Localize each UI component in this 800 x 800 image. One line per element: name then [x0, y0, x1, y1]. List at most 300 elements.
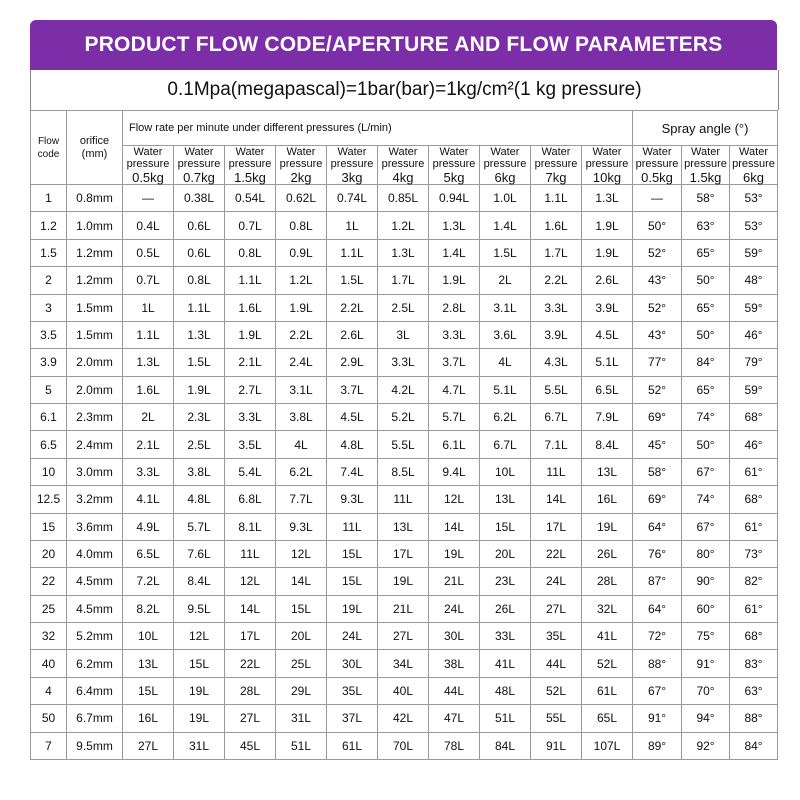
table-body — [31, 185, 778, 760]
flow-pressure-header — [225, 146, 276, 185]
flow-rate-cell: 6.1L — [429, 431, 480, 458]
spray-angle-cell: 73° — [730, 540, 778, 567]
flow-rate-cell: 3.9L — [582, 294, 633, 321]
flow-rate-cell: 4.1L — [123, 486, 174, 513]
flow-rate-cell: 31L — [174, 732, 225, 760]
flow-rate-cell: 3.3L — [378, 349, 429, 376]
pressure-header-row — [31, 146, 778, 185]
flow-rate-cell: 24L — [429, 595, 480, 622]
flow-rate-cell: 23L — [480, 568, 531, 595]
flow-rate-cell: 11L — [531, 458, 582, 485]
flow-rate-cell: 33L — [480, 623, 531, 650]
flow-code-cell: 1.2 — [31, 212, 67, 239]
spray-pressure-header — [730, 146, 778, 185]
flow-rate-cell: 0.4L — [123, 212, 174, 239]
flow-code-cell: 6.1 — [31, 404, 67, 431]
flow-rate-cell: 3.1L — [480, 294, 531, 321]
orifice-cell: 9.5mm — [67, 732, 123, 760]
flow-rate-cell: 5.7L — [429, 404, 480, 431]
flow-rate-cell: 15L — [123, 677, 174, 704]
orifice-header: orifice (mm) — [67, 111, 123, 185]
flow-rate-cell: 1.1L — [327, 239, 378, 266]
pressure-value: 0.5kg — [641, 170, 673, 185]
spray-angle-cell: 52° — [633, 239, 682, 266]
flow-rate-cell: 6.8L — [225, 486, 276, 513]
flow-code-cell: 3.5 — [31, 321, 67, 348]
spray-angle-cell: 50° — [633, 212, 682, 239]
spray-angle-cell: 76° — [633, 540, 682, 567]
orifice-cell: 3.2mm — [67, 486, 123, 513]
flow-rate-cell: 1.1L — [531, 185, 582, 212]
table-row — [31, 595, 778, 622]
flow-rate-cell: 5.7L — [174, 513, 225, 540]
flow-rate-cell: 11L — [378, 486, 429, 513]
spray-pressure-header — [633, 146, 682, 185]
flow-rate-cell: 1.3L — [429, 212, 480, 239]
flow-rate-cell: 47L — [429, 705, 480, 732]
flow-rate-cell: 5.2L — [378, 404, 429, 431]
flow-rate-cell: 14L — [225, 595, 276, 622]
flow-rate-cell: 8.5L — [378, 458, 429, 485]
flow-rate-cell: 0.85L — [378, 185, 429, 212]
flow-rate-cell: 7.2L — [123, 568, 174, 595]
flow-rate-cell: 4.9L — [123, 513, 174, 540]
spray-angle-cell: 48° — [730, 267, 778, 294]
flow-rate-cell: 2.2L — [276, 321, 327, 348]
spray-angle-cell: 63° — [682, 212, 730, 239]
flow-rate-cell: 14L — [429, 513, 480, 540]
flow-rate-cell: 15L — [174, 650, 225, 677]
flow-rate-cell: 7.6L — [174, 540, 225, 567]
flow-rate-cell: 1.2L — [276, 267, 327, 294]
spray-angle-cell: 61° — [730, 595, 778, 622]
table-row — [31, 376, 778, 403]
spray-angle-cell: 89° — [633, 732, 682, 760]
flow-rate-cell: 27L — [531, 595, 582, 622]
table-row — [31, 404, 778, 431]
flow-rate-cell: 84L — [480, 732, 531, 760]
table-row — [31, 568, 778, 595]
flow-rate-cell: 0.38L — [174, 185, 225, 212]
flow-rate-cell: 41L — [480, 650, 531, 677]
spray-angle-cell: 65° — [682, 294, 730, 321]
flow-code-cell: 22 — [31, 568, 67, 595]
pressure-value: 2kg — [290, 170, 312, 185]
table-row — [31, 540, 778, 567]
flow-code-header: Flow code — [31, 111, 67, 185]
spray-angle-cell: 58° — [633, 458, 682, 485]
flow-rate-cell: 21L — [378, 595, 429, 622]
pressure-conversion-note: 0.1Mpa(megapascal)=1bar(bar)=1kg/cm²(1 kg pressure) — [30, 70, 779, 110]
flow-rate-cell: 2.2L — [531, 267, 582, 294]
flow-rate-cell: 24L — [327, 623, 378, 650]
table-row — [31, 239, 778, 266]
flow-rate-cell: 25L — [276, 650, 327, 677]
spray-angle-cell: 87° — [633, 568, 682, 595]
flow-rate-cell: 22L — [225, 650, 276, 677]
flow-pressure-header — [378, 146, 429, 185]
spray-angle-cell: 88° — [633, 650, 682, 677]
flow-rate-cell: 0.8L — [225, 239, 276, 266]
flow-rate-cell: 3.3L — [225, 404, 276, 431]
spray-angle-cell: 70° — [682, 677, 730, 704]
flow-rate-cell: 15L — [327, 568, 378, 595]
spray-angle-cell: 61° — [730, 458, 778, 485]
flow-rate-cell: 1L — [123, 294, 174, 321]
flow-rate-cell: 3.7L — [327, 376, 378, 403]
pressure-label: Water pressure — [177, 146, 221, 170]
pressure-value: 3kg — [341, 170, 363, 185]
flow-rate-cell: 1.9L — [582, 212, 633, 239]
orifice-cell: 0.8mm — [67, 185, 123, 212]
flow-rate-cell: 1.6L — [225, 294, 276, 321]
flow-rate-cell: 78L — [429, 732, 480, 760]
flow-rate-cell: 0.6L — [174, 239, 225, 266]
flow-rate-cell: 5.4L — [225, 458, 276, 485]
spray-angle-cell: 43° — [633, 321, 682, 348]
spray-angle-cell: 64° — [633, 595, 682, 622]
table-row — [31, 623, 778, 650]
flow-rate-cell: 8.4L — [174, 568, 225, 595]
flow-rate-cell: 1.4L — [480, 212, 531, 239]
flow-code-cell: 5 — [31, 376, 67, 403]
flow-rate-cell: 12L — [174, 623, 225, 650]
flow-rate-cell: 37L — [327, 705, 378, 732]
flow-code-cell: 6.5 — [31, 431, 67, 458]
flow-rate-cell: 32L — [582, 595, 633, 622]
flow-rate-cell: 1.5L — [327, 267, 378, 294]
flow-rate-cell: 11L — [225, 540, 276, 567]
flow-rate-cell: 0.54L — [225, 185, 276, 212]
flow-rate-cell: 1.7L — [378, 267, 429, 294]
spray-angle-cell: 59° — [730, 239, 778, 266]
flow-rate-cell: 1.3L — [174, 321, 225, 348]
flow-rate-cell: 15L — [276, 595, 327, 622]
spray-angle-cell: 45° — [633, 431, 682, 458]
flow-rate-cell: 1.2L — [378, 212, 429, 239]
flow-rate-cell: 61L — [327, 732, 378, 760]
flow-code-cell: 15 — [31, 513, 67, 540]
spray-angle-cell: 91° — [682, 650, 730, 677]
pressure-label: Water pressure — [330, 146, 374, 170]
flow-rate-cell: 2.7L — [225, 376, 276, 403]
flow-rate-cell: 5.1L — [480, 376, 531, 403]
orifice-cell: 2.4mm — [67, 431, 123, 458]
pressure-value: 0.7kg — [183, 170, 215, 185]
flow-rate-cell: 2.3L — [174, 404, 225, 431]
pressure-label: Water pressure — [228, 146, 272, 170]
flow-rate-cell: 6.2L — [276, 458, 327, 485]
flow-rate-cell: 45L — [225, 732, 276, 760]
flow-rate-cell: 40L — [378, 677, 429, 704]
flow-code-cell: 10 — [31, 458, 67, 485]
pressure-value: 10kg — [592, 170, 622, 185]
flow-rate-cell: 9.5L — [174, 595, 225, 622]
spray-angle-cell: 69° — [633, 404, 682, 431]
flow-rate-cell: 2.2L — [327, 294, 378, 321]
flow-rate-cell: 7.7L — [276, 486, 327, 513]
flow-rate-cell: 3.5L — [225, 431, 276, 458]
flow-rate-cell: 41L — [582, 623, 633, 650]
flow-rate-cell: 14L — [276, 568, 327, 595]
flow-pressure-header — [429, 146, 480, 185]
spray-angle-cell: 43° — [633, 267, 682, 294]
flow-rate-cell: 3.1L — [276, 376, 327, 403]
flow-rate-cell: 12L — [429, 486, 480, 513]
table-row — [31, 212, 778, 239]
flow-rate-cell: 27L — [378, 623, 429, 650]
pressure-value: 4kg — [392, 170, 414, 185]
flow-code-cell: 4 — [31, 677, 67, 704]
flow-rate-cell: 26L — [480, 595, 531, 622]
flow-rate-cell: 0.74L — [327, 185, 378, 212]
flow-rate-cell: 1.6L — [123, 376, 174, 403]
flow-rate-cell: 22L — [531, 540, 582, 567]
flow-rate-cell: 1.5L — [174, 349, 225, 376]
flow-rate-cell: 5.5L — [378, 431, 429, 458]
pressure-value: 5kg — [443, 170, 465, 185]
spray-angle-cell: 46° — [730, 431, 778, 458]
flow-rate-cell: 16L — [123, 705, 174, 732]
flow-rate-cell: 9.4L — [429, 458, 480, 485]
page-title: PRODUCT FLOW CODE/APERTURE AND FLOW PARAMETERS — [30, 20, 777, 70]
flow-rate-cell: 70L — [378, 732, 429, 760]
pressure-value: 6kg — [494, 170, 516, 185]
flow-rate-group-header: Flow rate per minute under different pressures (L/min) — [123, 111, 633, 146]
flow-pressure-header — [276, 146, 327, 185]
spray-angle-group-header: Spray angle (°) — [633, 111, 778, 146]
flow-rate-cell: 0.5L — [123, 239, 174, 266]
spray-angle-cell: 64° — [633, 513, 682, 540]
pressure-value: 0.5kg — [132, 170, 164, 185]
flow-rate-cell: 6.5L — [123, 540, 174, 567]
flow-rate-cell: 4.7L — [429, 376, 480, 403]
pressure-label: Water pressure — [684, 146, 727, 170]
flow-rate-cell: 2.4L — [276, 349, 327, 376]
spray-angle-cell: 88° — [730, 705, 778, 732]
pressure-value: 1.5kg — [234, 170, 266, 185]
flow-rate-cell: 4.8L — [174, 486, 225, 513]
spray-angle-cell: 84° — [730, 732, 778, 760]
table-row — [31, 267, 778, 294]
flow-rate-cell: 19L — [378, 568, 429, 595]
flow-rate-cell: 19L — [327, 595, 378, 622]
flow-rate-cell: 1.7L — [531, 239, 582, 266]
spray-angle-cell: 69° — [633, 486, 682, 513]
orifice-cell: 4.5mm — [67, 595, 123, 622]
spray-angle-cell: 68° — [730, 486, 778, 513]
pressure-value: 7kg — [545, 170, 567, 185]
flow-rate-cell: 1.3L — [378, 239, 429, 266]
flow-rate-cell: 4.5L — [327, 404, 378, 431]
flow-rate-cell: 2.5L — [378, 294, 429, 321]
spray-angle-cell: 79° — [730, 349, 778, 376]
flow-rate-cell: 13L — [480, 486, 531, 513]
flow-rate-cell: 1.9L — [276, 294, 327, 321]
pressure-label: Water pressure — [732, 146, 775, 170]
flow-rate-cell: 30L — [327, 650, 378, 677]
spray-angle-cell: 80° — [682, 540, 730, 567]
flow-rate-cell: 5.1L — [582, 349, 633, 376]
flow-rate-cell: 51L — [276, 732, 327, 760]
pressure-label: Water pressure — [635, 146, 679, 170]
flow-code-cell: 20 — [31, 540, 67, 567]
flow-code-cell: 50 — [31, 705, 67, 732]
flow-rate-cell: 17L — [378, 540, 429, 567]
flow-rate-cell: 27L — [123, 732, 174, 760]
spray-angle-cell: 74° — [682, 404, 730, 431]
flow-rate-cell: 1.1L — [123, 321, 174, 348]
flow-rate-cell: 1.0L — [480, 185, 531, 212]
flow-rate-cell: 17L — [225, 623, 276, 650]
flow-rate-cell: 61L — [582, 677, 633, 704]
flow-rate-cell: 4.5L — [582, 321, 633, 348]
flow-rate-cell: 0.8L — [174, 267, 225, 294]
table-row — [31, 185, 778, 212]
spray-angle-cell: 53° — [730, 212, 778, 239]
flow-rate-cell: 2.1L — [123, 431, 174, 458]
flow-rate-cell: 2.5L — [174, 431, 225, 458]
orifice-cell: 3.0mm — [67, 458, 123, 485]
pressure-value: 6kg — [743, 170, 764, 185]
spray-angle-cell: 75° — [682, 623, 730, 650]
table-row — [31, 321, 778, 348]
orifice-cell: 1.0mm — [67, 212, 123, 239]
spray-angle-cell: 67° — [682, 513, 730, 540]
flow-rate-cell: 14L — [531, 486, 582, 513]
flow-rate-cell: 91L — [531, 732, 582, 760]
orifice-cell: 2.3mm — [67, 404, 123, 431]
spray-angle-cell: 50° — [682, 431, 730, 458]
flow-rate-cell: 1.9L — [429, 267, 480, 294]
spray-angle-cell: 58° — [682, 185, 730, 212]
flow-rate-cell: 17L — [531, 513, 582, 540]
flow-rate-cell: 20L — [276, 623, 327, 650]
flow-rate-cell: 4L — [276, 431, 327, 458]
spray-angle-cell: 46° — [730, 321, 778, 348]
flow-rate-cell: 3.3L — [429, 321, 480, 348]
flow-rate-cell: 7.9L — [582, 404, 633, 431]
spray-angle-cell: 67° — [633, 677, 682, 704]
flow-rate-cell: 2.9L — [327, 349, 378, 376]
flow-rate-cell: 48L — [480, 677, 531, 704]
flow-rate-cell: 3.9L — [531, 321, 582, 348]
flow-rate-cell: 2.6L — [327, 321, 378, 348]
orifice-cell: 1.5mm — [67, 294, 123, 321]
table-row — [31, 705, 778, 732]
flow-rate-cell: 8.4L — [582, 431, 633, 458]
flow-code-cell: 3 — [31, 294, 67, 321]
pressure-label: Water pressure — [585, 146, 629, 170]
spray-angle-cell: 53° — [730, 185, 778, 212]
spray-angle-cell: 52° — [633, 376, 682, 403]
flow-code-cell: 7 — [31, 732, 67, 760]
flow-rate-cell: 7.1L — [531, 431, 582, 458]
flow-rate-cell: 3.7L — [429, 349, 480, 376]
pressure-label: Water pressure — [279, 146, 323, 170]
spray-angle-cell: 50° — [682, 321, 730, 348]
flow-rate-cell: 1.3L — [123, 349, 174, 376]
flow-code-cell: 1.5 — [31, 239, 67, 266]
flow-rate-cell: 19L — [429, 540, 480, 567]
flow-rate-cell: 15L — [480, 513, 531, 540]
flow-rate-cell: 29L — [276, 677, 327, 704]
flow-rate-cell: 1.5L — [480, 239, 531, 266]
spray-angle-cell: 94° — [682, 705, 730, 732]
flow-rate-cell: 6.5L — [582, 376, 633, 403]
flow-rate-cell: 27L — [225, 705, 276, 732]
orifice-cell: 2.0mm — [67, 376, 123, 403]
flow-rate-cell: 12L — [276, 540, 327, 567]
flow-rate-cell: 13L — [123, 650, 174, 677]
flow-rate-cell: 8.2L — [123, 595, 174, 622]
table-row — [31, 349, 778, 376]
flow-code-cell: 25 — [31, 595, 67, 622]
flow-rate-cell: 52L — [582, 650, 633, 677]
flow-rate-cell: 19L — [174, 705, 225, 732]
pressure-label: Water pressure — [432, 146, 476, 170]
table-row — [31, 650, 778, 677]
orifice-cell: 1.2mm — [67, 239, 123, 266]
orifice-cell: 4.5mm — [67, 568, 123, 595]
flow-rate-cell: 5.5L — [531, 376, 582, 403]
table-row — [31, 458, 778, 485]
flow-rate-cell: 21L — [429, 568, 480, 595]
spray-angle-cell: 68° — [730, 404, 778, 431]
orifice-cell: 6.2mm — [67, 650, 123, 677]
flow-rate-cell: 13L — [378, 513, 429, 540]
flow-rate-cell: 8.1L — [225, 513, 276, 540]
flow-rate-cell: 1.1L — [174, 294, 225, 321]
flow-rate-cell: 0.8L — [276, 212, 327, 239]
flow-rate-cell: 35L — [327, 677, 378, 704]
flow-rate-cell: 0.94L — [429, 185, 480, 212]
flow-rate-cell: 2.6L — [582, 267, 633, 294]
flow-rate-cell: 6.2L — [480, 404, 531, 431]
flow-rate-cell: 24L — [531, 568, 582, 595]
orifice-cell: 6.4mm — [67, 677, 123, 704]
spray-angle-cell: 63° — [730, 677, 778, 704]
flow-rate-cell: 44L — [531, 650, 582, 677]
flow-rate-cell: 2.1L — [225, 349, 276, 376]
spray-angle-cell: 83° — [730, 650, 778, 677]
orifice-cell: 1.2mm — [67, 267, 123, 294]
flow-rate-cell: 1.3L — [582, 185, 633, 212]
flow-pressure-header — [480, 146, 531, 185]
flow-rate-cell: 107L — [582, 732, 633, 760]
flow-pressure-header — [582, 146, 633, 185]
flow-rate-cell: 26L — [582, 540, 633, 567]
flow-rate-cell: 3.8L — [174, 458, 225, 485]
table-row — [31, 513, 778, 540]
flow-rate-cell: 2L — [480, 267, 531, 294]
spray-angle-cell: 67° — [682, 458, 730, 485]
flow-rate-cell: 3L — [378, 321, 429, 348]
flow-pressure-header — [531, 146, 582, 185]
flow-rate-cell: 0.62L — [276, 185, 327, 212]
spray-angle-cell: 68° — [730, 623, 778, 650]
orifice-cell: 3.6mm — [67, 513, 123, 540]
flow-code-cell: 3.9 — [31, 349, 67, 376]
spray-angle-cell: — — [633, 185, 682, 212]
flow-rate-cell: 9.3L — [276, 513, 327, 540]
flow-rate-cell: 10L — [123, 623, 174, 650]
flow-rate-cell: 4.3L — [531, 349, 582, 376]
table-row — [31, 677, 778, 704]
pressure-label: Water pressure — [483, 146, 527, 170]
spray-angle-cell: 82° — [730, 568, 778, 595]
table-row — [31, 486, 778, 513]
